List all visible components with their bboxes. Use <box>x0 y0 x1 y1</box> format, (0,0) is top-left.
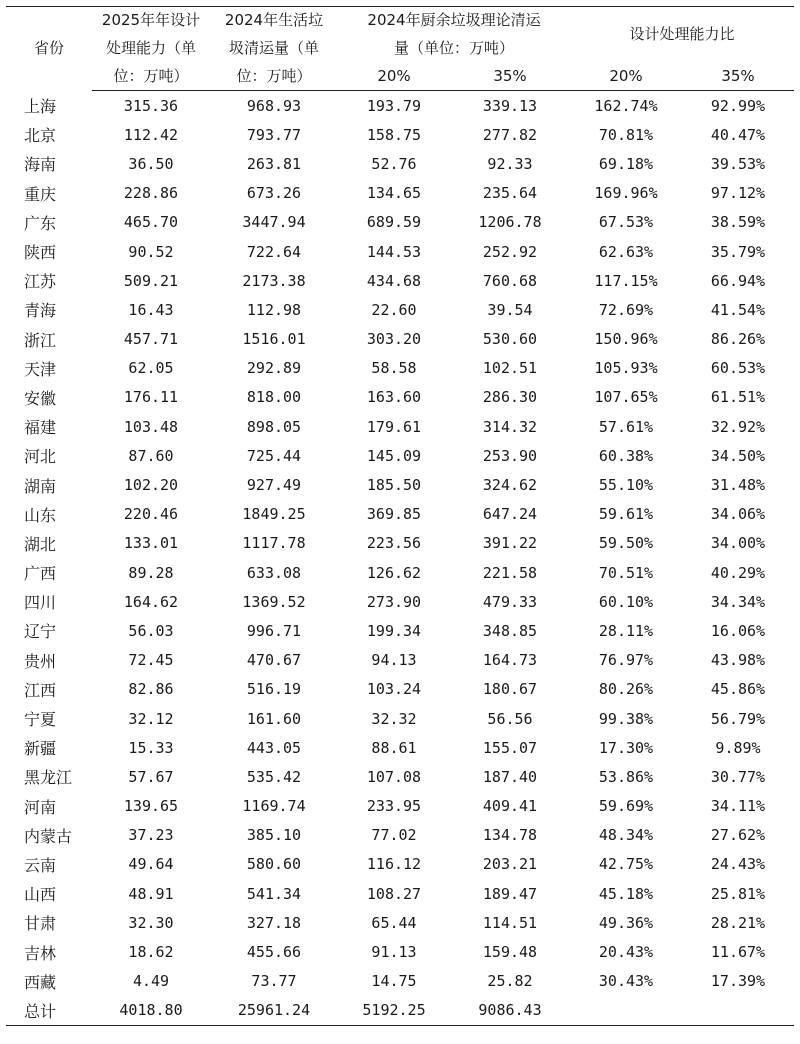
province-cell: 河北 <box>24 447 57 467</box>
design-capacity-cell: 62.05 <box>128 359 174 378</box>
table-row <box>6 470 794 499</box>
province-cell: 贵州 <box>24 651 57 671</box>
kitchen-35pct-cell: 187.40 <box>482 767 538 786</box>
ratio-35pct-cell: 39.53% <box>710 154 766 173</box>
province-cell: 吉林 <box>24 943 57 963</box>
kitchen-35pct-cell: 409.41 <box>482 797 538 816</box>
header-kitchen-waste-line1: 2024年厨余垃圾理论清运 <box>367 11 541 29</box>
collection-cell: 292.89 <box>246 359 302 378</box>
province-cell: 云南 <box>24 855 57 875</box>
ratio-35pct-cell: 34.11% <box>710 797 766 816</box>
design-capacity-cell: 72.45 <box>128 651 174 670</box>
table-row <box>6 675 794 704</box>
ratio-20pct-cell: 105.93% <box>594 359 658 378</box>
design-capacity-cell: 48.91 <box>128 884 174 903</box>
ratio-35pct-cell: 24.43% <box>710 855 766 874</box>
kitchen-35pct-cell: 203.21 <box>482 855 538 874</box>
kitchen-20pct-cell: 369.85 <box>366 505 422 524</box>
kitchen-20pct-cell: 22.60 <box>371 300 417 319</box>
collection-cell: 1516.01 <box>242 330 306 349</box>
kitchen-35pct-cell: 189.47 <box>482 884 538 903</box>
design-capacity-cell: 36.50 <box>128 154 174 173</box>
table-row <box>6 733 794 762</box>
ratio-35pct-cell: 31.48% <box>710 476 766 495</box>
table-row <box>6 704 794 733</box>
total-ratio-20pct-cell <box>570 996 682 1026</box>
ratio-35pct-cell: 11.67% <box>710 943 766 962</box>
province-cell: 湖北 <box>24 534 57 554</box>
kitchen-35pct-cell: 348.85 <box>482 621 538 640</box>
province-cell: 广东 <box>24 213 57 233</box>
table-header <box>6 6 794 91</box>
province-cell: 西藏 <box>24 972 57 992</box>
table-row <box>6 237 794 266</box>
total-kitchen-35pct-cell: 9086.43 <box>450 996 570 1026</box>
collection-cell: 2173.38 <box>242 271 306 290</box>
collection-cell: 516.19 <box>246 680 302 699</box>
kitchen-20pct-cell: 185.50 <box>366 476 422 495</box>
ratio-35pct-cell: 40.29% <box>710 563 766 582</box>
ratio-20pct-cell: 53.86% <box>598 767 654 786</box>
total-design-capacity-cell: 4018.80 <box>92 996 210 1026</box>
design-capacity-cell: 465.70 <box>123 213 179 232</box>
table-row <box>6 821 794 850</box>
table-row <box>6 967 794 996</box>
header-kitchen-20pct: 20% <box>338 62 450 91</box>
kitchen-20pct-cell: 434.68 <box>366 271 422 290</box>
province-cell: 江苏 <box>24 272 57 292</box>
ratio-35pct-cell: 35.79% <box>710 242 766 261</box>
design-capacity-cell: 82.86 <box>128 680 174 699</box>
kitchen-35pct-cell: 324.62 <box>482 476 538 495</box>
ratio-35pct-cell: 17.39% <box>710 972 766 991</box>
collection-cell: 898.05 <box>246 417 302 436</box>
province-cell: 江西 <box>24 680 57 700</box>
kitchen-20pct-cell: 134.65 <box>366 184 422 203</box>
kitchen-35pct-cell: 314.32 <box>482 417 538 436</box>
table-row <box>6 529 794 558</box>
total-ratio-35pct-cell <box>682 996 794 1026</box>
ratio-20pct-cell: 70.51% <box>598 563 654 582</box>
ratio-35pct-cell: 41.54% <box>710 300 766 319</box>
ratio-35pct-cell: 27.62% <box>710 826 766 845</box>
ratio-35pct-cell: 34.06% <box>710 505 766 524</box>
province-cell: 湖南 <box>24 476 57 496</box>
collection-cell: 818.00 <box>246 388 302 407</box>
kitchen-20pct-cell: 145.09 <box>366 446 422 465</box>
design-capacity-cell: 16.43 <box>128 300 174 319</box>
ratio-35pct-cell: 34.00% <box>710 534 766 553</box>
ratio-20pct-cell: 30.43% <box>598 972 654 991</box>
table-row <box>6 646 794 675</box>
province-cell: 甘肃 <box>24 914 57 934</box>
kitchen-20pct-cell: 158.75 <box>366 125 422 144</box>
design-capacity-cell: 112.42 <box>123 125 179 144</box>
collection-cell: 161.60 <box>246 709 302 728</box>
collection-cell: 1369.52 <box>242 592 306 611</box>
collection-cell: 927.49 <box>246 476 302 495</box>
ratio-35pct-cell: 28.21% <box>710 913 766 932</box>
design-capacity-cell: 56.03 <box>128 621 174 640</box>
table-row <box>6 266 794 295</box>
collection-cell: 263.81 <box>246 154 302 173</box>
province-cell: 河南 <box>24 797 57 817</box>
header-design-capacity-line2: 处理能力（单 <box>105 39 196 57</box>
design-capacity-cell: 176.11 <box>123 388 179 407</box>
ratio-20pct-cell: 60.10% <box>598 592 654 611</box>
kitchen-35pct-cell: 134.78 <box>482 826 538 845</box>
ratio-35pct-cell: 92.99% <box>710 96 766 115</box>
ratio-20pct-cell: 28.11% <box>598 621 654 640</box>
province-cell: 四川 <box>24 593 57 613</box>
total-row <box>6 996 794 1026</box>
ratio-20pct-cell: 60.38% <box>598 446 654 465</box>
kitchen-20pct-cell: 193.79 <box>366 96 422 115</box>
table-row <box>6 792 794 821</box>
kitchen-20pct-cell: 108.27 <box>366 884 422 903</box>
table-row <box>6 500 794 529</box>
kitchen-35pct-cell: 760.68 <box>482 271 538 290</box>
ratio-35pct-cell: 66.94% <box>710 271 766 290</box>
table-row <box>6 383 794 412</box>
kitchen-20pct-cell: 65.44 <box>371 913 417 932</box>
ratio-20pct-cell: 117.15% <box>594 271 658 290</box>
kitchen-35pct-cell: 339.13 <box>482 96 538 115</box>
collection-cell: 633.08 <box>246 563 302 582</box>
design-capacity-cell: 102.20 <box>123 476 179 495</box>
table-row <box>6 91 794 121</box>
ratio-35pct-cell: 34.50% <box>710 446 766 465</box>
table-row <box>6 295 794 324</box>
header-ratio: 设计处理能力比 <box>629 25 735 43</box>
kitchen-35pct-cell: 114.51 <box>482 913 538 932</box>
ratio-35pct-cell: 56.79% <box>710 709 766 728</box>
kitchen-35pct-cell: 286.30 <box>482 388 538 407</box>
table-row <box>6 587 794 616</box>
ratio-35pct-cell: 32.92% <box>710 417 766 436</box>
table-row <box>6 762 794 791</box>
kitchen-35pct-cell: 277.82 <box>482 125 538 144</box>
province-cell: 福建 <box>24 418 57 438</box>
kitchen-35pct-cell: 479.33 <box>482 592 538 611</box>
table-body <box>6 91 794 1026</box>
kitchen-35pct-cell: 647.24 <box>482 505 538 524</box>
province-cell: 新疆 <box>24 739 57 759</box>
kitchen-20pct-cell: 52.76 <box>371 154 417 173</box>
design-capacity-cell: 4.49 <box>132 972 170 991</box>
table-row <box>6 441 794 470</box>
design-capacity-cell: 37.23 <box>128 826 174 845</box>
ratio-20pct-cell: 45.18% <box>598 884 654 903</box>
province-cell: 山西 <box>24 885 57 905</box>
province-cell: 安徽 <box>24 388 57 408</box>
collection-cell: 443.05 <box>246 738 302 757</box>
kitchen-35pct-cell: 39.54 <box>487 300 533 319</box>
kitchen-35pct-cell: 164.73 <box>482 651 538 670</box>
collection-cell: 470.67 <box>246 651 302 670</box>
province-cell: 浙江 <box>24 330 57 350</box>
ratio-35pct-cell: 30.77% <box>710 767 766 786</box>
ratio-35pct-cell: 60.53% <box>710 359 766 378</box>
design-capacity-cell: 32.30 <box>128 913 174 932</box>
design-capacity-cell: 18.62 <box>128 943 174 962</box>
kitchen-35pct-cell: 253.90 <box>482 446 538 465</box>
header-design-capacity-line3: 位：万吨） <box>92 62 210 91</box>
kitchen-35pct-cell: 25.82 <box>487 972 533 991</box>
collection-cell: 673.26 <box>246 184 302 203</box>
design-capacity-cell: 133.01 <box>123 534 179 553</box>
kitchen-20pct-cell: 107.08 <box>366 767 422 786</box>
ratio-35pct-cell: 61.51% <box>710 388 766 407</box>
design-capacity-cell: 90.52 <box>128 242 174 261</box>
province-cell: 内蒙古 <box>24 826 73 846</box>
ratio-20pct-cell: 17.30% <box>598 738 654 757</box>
ratio-20pct-cell: 169.96% <box>594 184 658 203</box>
table-row <box>6 616 794 645</box>
ratio-35pct-cell: 9.89% <box>715 738 761 757</box>
kitchen-20pct-cell: 77.02 <box>371 826 417 845</box>
collection-cell: 541.34 <box>246 884 302 903</box>
ratio-35pct-cell: 25.81% <box>710 884 766 903</box>
table-row <box>6 908 794 937</box>
kitchen-20pct-cell: 303.20 <box>366 330 422 349</box>
collection-cell: 112.98 <box>246 300 302 319</box>
waste-capacity-table <box>6 6 794 1026</box>
kitchen-35pct-cell: 530.60 <box>482 330 538 349</box>
kitchen-35pct-cell: 235.64 <box>482 184 538 203</box>
ratio-20pct-cell: 67.53% <box>598 213 654 232</box>
ratio-20pct-cell: 62.63% <box>598 242 654 261</box>
table-row <box>6 354 794 383</box>
design-capacity-cell: 57.67 <box>128 767 174 786</box>
ratio-20pct-cell: 70.81% <box>598 125 654 144</box>
kitchen-20pct-cell: 273.90 <box>366 592 422 611</box>
kitchen-20pct-cell: 91.13 <box>371 943 417 962</box>
kitchen-20pct-cell: 116.12 <box>366 855 422 874</box>
kitchen-20pct-cell: 94.13 <box>371 651 417 670</box>
province-cell: 海南 <box>24 155 57 175</box>
design-capacity-cell: 315.36 <box>123 96 179 115</box>
kitchen-20pct-cell: 199.34 <box>366 621 422 640</box>
design-capacity-cell: 32.12 <box>128 709 174 728</box>
kitchen-35pct-cell: 221.58 <box>482 563 538 582</box>
ratio-20pct-cell: 162.74% <box>594 96 658 115</box>
table-row <box>6 149 794 178</box>
kitchen-35pct-cell: 252.92 <box>482 242 538 261</box>
kitchen-35pct-cell: 180.67 <box>482 680 538 699</box>
kitchen-35pct-cell: 102.51 <box>482 359 538 378</box>
collection-cell: 455.66 <box>246 943 302 962</box>
ratio-20pct-cell: 59.50% <box>598 534 654 553</box>
design-capacity-cell: 228.86 <box>123 184 179 203</box>
ratio-35pct-cell: 86.26% <box>710 330 766 349</box>
collection-cell: 3447.94 <box>242 213 306 232</box>
table-row <box>6 558 794 587</box>
design-capacity-cell: 87.60 <box>128 446 174 465</box>
kitchen-35pct-cell: 391.22 <box>482 534 538 553</box>
header-kitchen-35pct: 35% <box>450 62 570 91</box>
ratio-20pct-cell: 20.43% <box>598 943 654 962</box>
collection-cell: 996.71 <box>246 621 302 640</box>
collection-cell: 580.60 <box>246 855 302 874</box>
province-cell: 广西 <box>24 564 57 584</box>
collection-cell: 385.10 <box>246 826 302 845</box>
header-province: 省份 <box>33 39 64 58</box>
ratio-20pct-cell: 150.96% <box>594 330 658 349</box>
kitchen-20pct-cell: 126.62 <box>366 563 422 582</box>
table-row <box>6 325 794 354</box>
ratio-20pct-cell: 59.61% <box>598 505 654 524</box>
header-collection-line2: 圾清运量（单 <box>228 39 319 57</box>
ratio-20pct-cell: 76.97% <box>598 651 654 670</box>
kitchen-20pct-cell: 163.60 <box>366 388 422 407</box>
ratio-20pct-cell: 69.18% <box>598 154 654 173</box>
kitchen-20pct-cell: 32.32 <box>371 709 417 728</box>
header-ratio-35pct: 35% <box>682 62 794 91</box>
province-cell: 上海 <box>24 96 57 116</box>
ratio-35pct-cell: 34.34% <box>710 592 766 611</box>
province-cell: 陕西 <box>24 243 57 263</box>
kitchen-35pct-cell: 56.56 <box>487 709 533 728</box>
header-kitchen-waste-line2: 量（单位：万吨） <box>393 39 514 57</box>
ratio-20pct-cell: 72.69% <box>598 300 654 319</box>
province-cell: 重庆 <box>24 184 57 204</box>
header-collection-line3: 位：万吨） <box>210 62 338 91</box>
ratio-20pct-cell: 57.61% <box>598 417 654 436</box>
design-capacity-cell: 103.48 <box>123 417 179 436</box>
province-cell: 北京 <box>24 126 57 146</box>
collection-cell: 1169.74 <box>242 797 306 816</box>
collection-cell: 968.93 <box>246 96 302 115</box>
kitchen-20pct-cell: 144.53 <box>366 242 422 261</box>
province-cell: 天津 <box>24 359 57 379</box>
total-province-cell: 总计 <box>6 996 92 1026</box>
kitchen-20pct-cell: 223.56 <box>366 534 422 553</box>
collection-cell: 1849.25 <box>242 505 306 524</box>
province-cell: 宁夏 <box>24 710 57 730</box>
province-cell: 辽宁 <box>24 622 57 642</box>
collection-cell: 327.18 <box>246 913 302 932</box>
collection-cell: 722.64 <box>246 242 302 261</box>
table-row <box>6 879 794 908</box>
province-cell: 黑龙江 <box>24 768 73 788</box>
ratio-20pct-cell: 42.75% <box>598 855 654 874</box>
ratio-35pct-cell: 97.12% <box>710 184 766 203</box>
ratio-20pct-cell: 48.34% <box>598 826 654 845</box>
header-ratio-20pct: 20% <box>570 62 682 91</box>
ratio-35pct-cell: 43.98% <box>710 651 766 670</box>
kitchen-20pct-cell: 58.58 <box>371 359 417 378</box>
kitchen-20pct-cell: 88.61 <box>371 738 417 757</box>
total-collection-cell: 25961.24 <box>210 996 338 1026</box>
ratio-20pct-cell: 107.65% <box>594 388 658 407</box>
kitchen-20pct-cell: 103.24 <box>366 680 422 699</box>
design-capacity-cell: 509.21 <box>123 271 179 290</box>
kitchen-35pct-cell: 159.48 <box>482 943 538 962</box>
collection-cell: 1117.78 <box>242 534 306 553</box>
ratio-35pct-cell: 45.86% <box>710 680 766 699</box>
table-row <box>6 120 794 149</box>
design-capacity-cell: 457.71 <box>123 330 179 349</box>
design-capacity-cell: 139.65 <box>123 797 179 816</box>
ratio-35pct-cell: 40.47% <box>710 125 766 144</box>
ratio-35pct-cell: 38.59% <box>710 213 766 232</box>
ratio-20pct-cell: 49.36% <box>598 913 654 932</box>
province-cell: 青海 <box>24 301 57 321</box>
ratio-35pct-cell: 16.06% <box>710 621 766 640</box>
collection-cell: 535.42 <box>246 767 302 786</box>
table-row <box>6 850 794 879</box>
design-capacity-cell: 15.33 <box>128 738 174 757</box>
kitchen-35pct-cell: 92.33 <box>487 154 533 173</box>
kitchen-20pct-cell: 233.95 <box>366 797 422 816</box>
collection-cell: 725.44 <box>246 446 302 465</box>
kitchen-35pct-cell: 155.07 <box>482 738 538 757</box>
ratio-20pct-cell: 99.38% <box>598 709 654 728</box>
design-capacity-cell: 164.62 <box>123 592 179 611</box>
design-capacity-cell: 49.64 <box>128 855 174 874</box>
kitchen-20pct-cell: 179.61 <box>366 417 422 436</box>
collection-cell: 73.77 <box>251 972 297 991</box>
collection-cell: 793.77 <box>246 125 302 144</box>
ratio-20pct-cell: 55.10% <box>598 476 654 495</box>
total-kitchen-20pct-cell: 5192.25 <box>338 996 450 1026</box>
header-collection-line1: 2024年生活垃 <box>224 11 324 29</box>
header-design-capacity-line1: 2025年年设计 <box>101 11 201 29</box>
table-row <box>6 937 794 966</box>
ratio-20pct-cell: 80.26% <box>598 680 654 699</box>
kitchen-20pct-cell: 689.59 <box>366 213 422 232</box>
province-cell: 山东 <box>24 505 57 525</box>
table-row <box>6 412 794 441</box>
ratio-20pct-cell: 59.69% <box>598 797 654 816</box>
kitchen-35pct-cell: 1206.78 <box>478 213 542 232</box>
table-row <box>6 179 794 208</box>
design-capacity-cell: 89.28 <box>128 563 174 582</box>
design-capacity-cell: 220.46 <box>123 505 179 524</box>
table-row <box>6 208 794 237</box>
kitchen-20pct-cell: 14.75 <box>371 972 417 991</box>
